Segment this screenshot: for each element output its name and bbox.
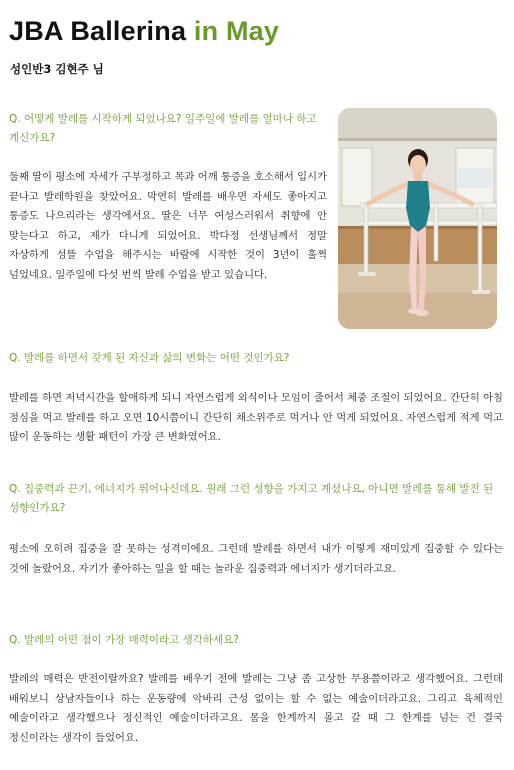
answer-2: 발레를 하면 저녁시간을 할애하게 되니 자연스럽게 외식이나 모임이 줄어서 체중 조절이 되었어요. 간단히 아침 점심을 먹고 발레를 하고 오면 10시쯤이니 간단히 채소위주로 먹거나 안 먹게 되었어요. 자연스럽게 적게 먹고 많이 운동하는 생활 패턴이 가장 큰 변화였어요. [9,392,503,443]
answer-1: 둘째 딸이 평소에 자세가 구부정하고 목과 어깨 통증을 호소해서 입시가 끝나고 발레학원을 찾았어요. 막연히 발레를 배우면 자세도 좋아지고 통증도 나으리라는 생각에서요. 딸은 너무 여성스러워서 취향에 안 맞는다고 하고, 제가 다니게 되었어요. 박다정 선생님께서 정말 자상하게 섬뜰 수업을 해주시는 바람에 시작한 것이 3년이 훌쩍 넘었네요. 일주일에 다섯 번씩 발레 수업을 받고 있습니다. [9,171,327,281]
title-accent: in May [193,16,280,46]
question-2: Q. 발레를 하면서 갖게 된 자신과 삶의 변화는 어떤 것인가요? [9,352,290,364]
ballerina-photo [338,108,497,329]
author-line: 성인반3 김현주 님 [10,62,104,76]
answer-4: 발레의 매력은 반전이랄까요? 발레를 배우기 전에 발레는 그냥 좀 고상한 무용쯤이라고 생각했어요. 그런데 배워보니 상남자들이나 하는 운동량에 악바리 근성 없이는 할 수 없는 예술이더라고요. 그리고 육체적인 예술이라고 생각했으나 정신적인 예술이더라고요. 몸을 한계까지 몰고 갈 때 그 한계를 넘는 건 결국 정신이라는 생각이 들었어요. [9,673,503,744]
article-title [9,14,279,48]
title-main: JBA Ballerina [9,16,194,46]
answer-3: 평소에 오히려 집중을 잘 못하는 성격이에요. 그런데 발레를 하면서 내가 이렇게 재미있게 집중할 수 있다는 것에 놀랐어요. 자기가 좋아하는 일을 할 때는 놀라운 집중력과 에너지가 생기더라고요. [9,543,503,575]
question-1: Q. 어떻게 발레를 시작하게 되었나요? 일주일에 발레를 얼마나 하고 계신가요? [9,113,317,144]
question-4: Q. 발레의 어떤 점이 가장 매력이라고 생각하세요? [9,634,239,646]
question-3: Q. 집중력과 끈기, 에너지가 뛰어나신데요. 원래 그런 성향을 가지고 계셨나요, 아니면 발레를 통해 발전 된 성향인가요? [9,483,494,514]
